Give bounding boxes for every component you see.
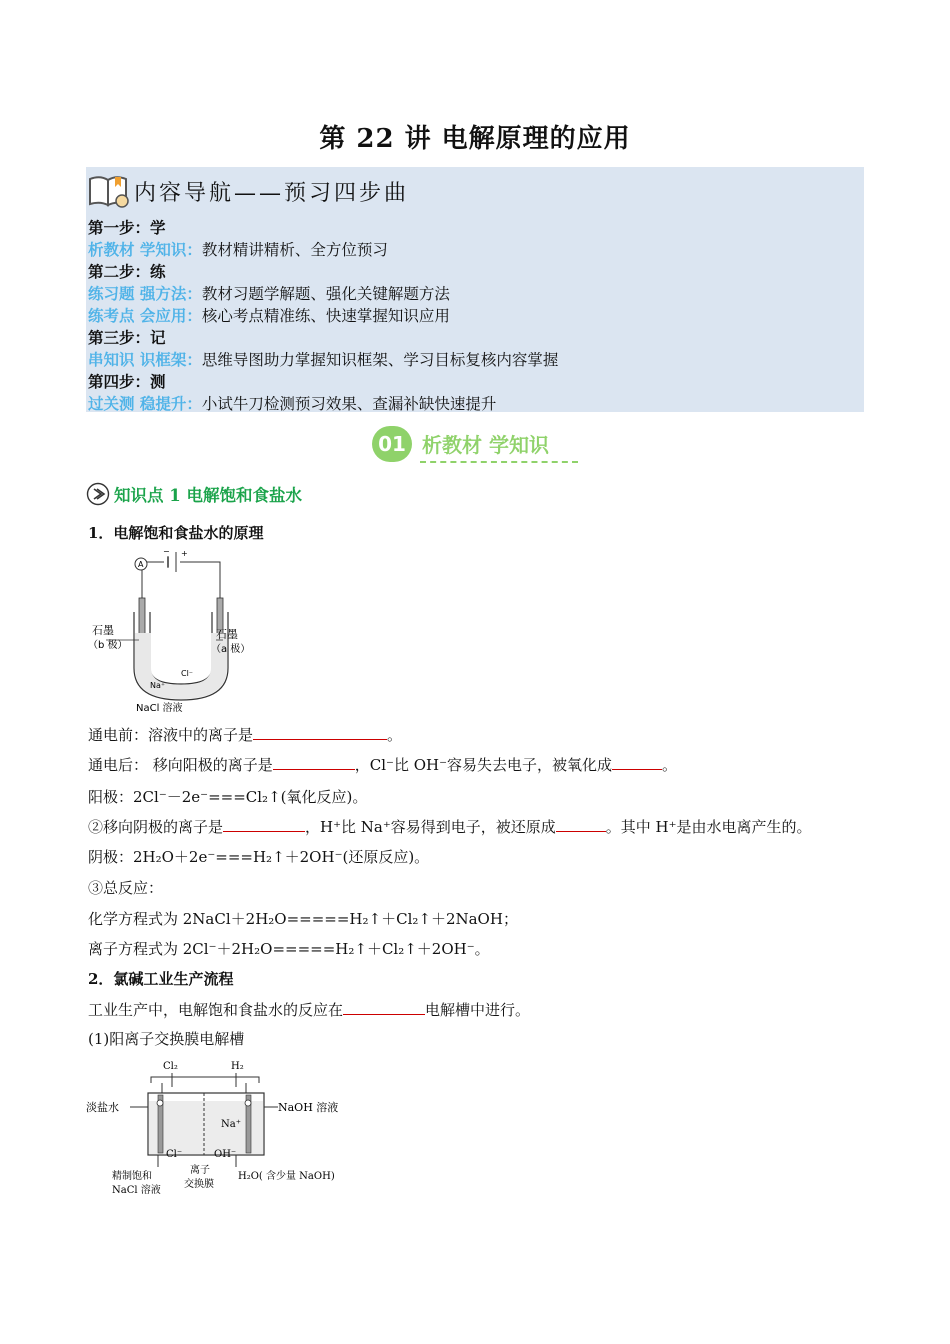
blank-6[interactable]: [343, 1000, 425, 1015]
line-before-current: 通电前：溶液中的离子是 。: [88, 726, 403, 744]
left-outlet-label: 淡盐水: [86, 1101, 119, 1114]
heading-chlor-alkali: 2．氯碱工业生产流程: [88, 970, 234, 988]
section-underline: [420, 461, 578, 463]
left-electrode-label: 石墨: [92, 624, 114, 637]
line-industry: 工业生产中，电解饱和食盐水的反应在 电解槽中进行。: [88, 1001, 531, 1019]
right-electrode-sub: （a 极）: [211, 644, 251, 655]
open-book-icon: [86, 171, 132, 211]
u-tube-electrolysis-diagram: [86, 548, 266, 718]
content-navigation-box: [86, 167, 864, 412]
bottom-right-label: H₂O( 含少量 NaOH): [238, 1171, 335, 1182]
right-outlet-label: NaOH 溶液: [278, 1101, 339, 1114]
line-total: ③总反应：: [88, 879, 164, 897]
line-cathode: 阴极：2H₂O＋2e⁻===H₂↑＋2OH⁻(还原反应)。: [88, 848, 430, 866]
bottom-left-label-2: NaCl 溶液: [112, 1185, 161, 1196]
right-electrode-label: 石墨: [216, 628, 238, 641]
cl-ion-label-2: Cl⁻: [166, 1149, 183, 1160]
section-badge: [372, 424, 582, 466]
line-ionic-equation: 离子方程式为 2Cl⁻＋2H₂O=====H₂↑＋Cl₂↑＋2OH⁻。: [88, 940, 490, 958]
ion-exchange-cell-diagram: [86, 1055, 366, 1205]
cl-ion-label: Cl⁻: [181, 669, 194, 678]
nav-step-1: 第一步：学: [88, 218, 166, 237]
blank-2[interactable]: [273, 755, 355, 770]
na-ion-label: Na⁺: [150, 681, 166, 690]
nav-step-4: 第四步：测: [88, 372, 166, 391]
cl2-label: Cl₂: [163, 1061, 178, 1072]
line-cathode-ions: ②移向阴极的离子是 ，H⁺比 Na⁺容易得到电子，被还原成 。其中 H⁺是由水电离产生的。: [88, 818, 812, 836]
nav-row-5: 过关测 稳提升：小试牛刀检测预习效果、查漏补缺快速提升: [88, 394, 497, 413]
line-after-current: 通电后： 移向阳极的离子是 ，Cl⁻比 OH⁻容易失去电子，被氧化成 。: [88, 756, 678, 774]
membrane-label-2: 交换膜: [184, 1179, 214, 1190]
membrane-label-1: 离子: [190, 1165, 210, 1176]
heading-principle: 1．电解饱和食盐水的原理: [88, 524, 264, 542]
page-title: 第 22 讲 电解原理的应用: [319, 124, 631, 154]
nav-heading-text: 内容导航——预习四步曲: [134, 180, 410, 206]
blank-4[interactable]: [223, 817, 305, 832]
nav-row-2: 练习题 强方法：教材习题学解题、强化关键解题方法: [88, 284, 450, 303]
nav-step-3: 第三步：记: [88, 328, 166, 347]
blank-5[interactable]: [556, 817, 606, 832]
line-cell-type: (1)阳离子交换膜电解槽: [88, 1030, 245, 1048]
plus-sign: +: [181, 549, 188, 558]
blank-3[interactable]: [612, 755, 662, 770]
nav-row-3: 练考点 会应用：核心考点精准练、快速掌握知识应用: [88, 306, 450, 325]
na-ion-label-2: Na⁺: [221, 1119, 241, 1130]
oh-ion-label: OH⁻: [214, 1149, 237, 1160]
knowledge-point-text: 知识点 1 电解饱和食盐水: [114, 486, 302, 505]
solution-label: NaCl 溶液: [136, 703, 183, 714]
knowledge-point-heading: [86, 482, 302, 506]
left-electrode-sub: （b 极）: [88, 640, 128, 651]
section-label: 析教材 学知识: [422, 433, 549, 457]
line-anode: 阳极：2Cl⁻－2e⁻===Cl₂↑(氧化反应)。: [88, 788, 368, 806]
bottom-left-label-1: 精制饱和: [112, 1171, 152, 1182]
h2-label: H₂: [231, 1061, 244, 1072]
minus-sign: −: [163, 548, 170, 556]
blank-1[interactable]: [253, 725, 387, 740]
circle-arrow-icon: [86, 482, 110, 506]
ammeter-label: A: [138, 560, 144, 569]
section-number: 01: [372, 426, 412, 462]
nav-step-2: 第二步：练: [88, 262, 166, 281]
nav-row-4: 串知识 识框架：思维导图助力掌握知识框架、学习目标复核内容掌握: [88, 350, 559, 369]
nav-heading: [86, 171, 409, 211]
line-chemical-equation: 化学方程式为 2NaCl＋2H₂O=====H₂↑＋Cl₂↑＋2NaOH；: [88, 910, 518, 928]
nav-row-1: 析教材 学知识：教材精讲精析、全方位预习: [88, 240, 388, 259]
